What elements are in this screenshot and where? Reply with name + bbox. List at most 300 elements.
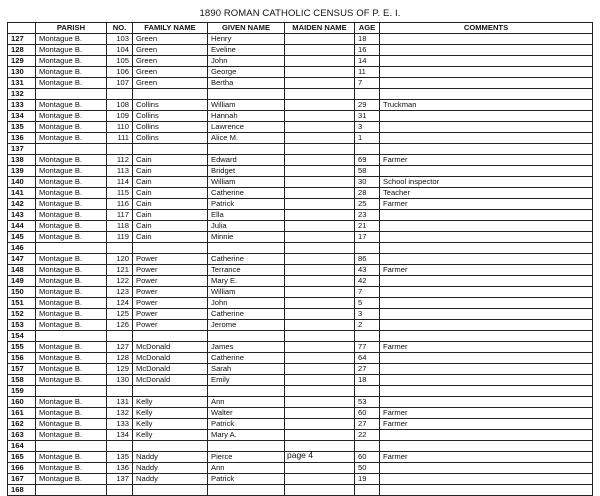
given-name-cell: Mary A. — [208, 430, 285, 441]
comments-cell — [380, 166, 593, 177]
row-number: 147 — [8, 254, 36, 265]
no-cell: 111 — [107, 133, 133, 144]
table-row — [8, 144, 593, 155]
parish-cell: Montague B. — [36, 474, 107, 485]
no-cell: 135 — [107, 452, 133, 463]
parish-cell: Montague B. — [36, 210, 107, 221]
parish-cell: Montague B. — [36, 155, 107, 166]
maiden-name-cell — [285, 210, 355, 221]
row-number: 135 — [8, 122, 36, 133]
parish-cell: Montague B. — [36, 430, 107, 441]
age-cell: 7 — [355, 78, 380, 89]
maiden-name-cell — [285, 155, 355, 166]
row-number: 142 — [8, 199, 36, 210]
given-name-cell: Eveline — [208, 45, 285, 56]
given-name-cell: Bertha — [208, 78, 285, 89]
row-number: 155 — [8, 342, 36, 353]
family-name-cell: Power — [133, 265, 208, 276]
header-comments: COMMENTS — [380, 23, 593, 34]
family-name-cell: McDonald — [133, 375, 208, 386]
family-name-cell: Power — [133, 276, 208, 287]
comments-cell — [380, 474, 593, 485]
age-cell: 1 — [355, 133, 380, 144]
age-cell: 77 — [355, 342, 380, 353]
parish-cell: Montague B. — [36, 254, 107, 265]
table-row — [8, 485, 593, 496]
row-number: 159 — [8, 386, 36, 397]
no-cell: 132 — [107, 408, 133, 419]
parish-cell — [36, 331, 107, 342]
family-name-cell: Power — [133, 320, 208, 331]
family-name-cell: Power — [133, 287, 208, 298]
no-cell: 119 — [107, 232, 133, 243]
no-cell: 128 — [107, 353, 133, 364]
family-name-cell: Cain — [133, 210, 208, 221]
parish-cell: Montague B. — [36, 419, 107, 430]
age-cell: 19 — [355, 474, 380, 485]
age-cell: 17 — [355, 232, 380, 243]
row-number: 161 — [8, 408, 36, 419]
parish-cell — [36, 386, 107, 397]
page-title: 1890 ROMAN CATHOLIC CENSUS OF P. E. I. — [199, 8, 401, 19]
given-name-cell — [208, 485, 285, 496]
maiden-name-cell — [285, 144, 355, 155]
parish-cell: Montague B. — [36, 320, 107, 331]
row-number: 136 — [8, 133, 36, 144]
no-cell — [107, 485, 133, 496]
parish-cell: Montague B. — [36, 364, 107, 375]
maiden-name-cell — [285, 265, 355, 276]
maiden-name-cell — [285, 276, 355, 287]
comments-cell — [380, 353, 593, 364]
age-cell — [355, 331, 380, 342]
row-number: 140 — [8, 177, 36, 188]
parish-cell: Montague B. — [36, 397, 107, 408]
family-name-cell: Collins — [133, 100, 208, 111]
no-cell: 127 — [107, 342, 133, 353]
age-cell: 69 — [355, 155, 380, 166]
given-name-cell: Ella — [208, 210, 285, 221]
no-cell: 118 — [107, 221, 133, 232]
given-name-cell: Patrick — [208, 474, 285, 485]
given-name-cell: Patrick — [208, 199, 285, 210]
row-number: 148 — [8, 265, 36, 276]
parish-cell: Montague B. — [36, 452, 107, 463]
given-name-cell: Walter — [208, 408, 285, 419]
table-row — [8, 474, 593, 485]
given-name-cell — [208, 144, 285, 155]
table-row — [8, 45, 593, 56]
given-name-cell — [208, 89, 285, 100]
age-cell: 60 — [355, 408, 380, 419]
parish-cell: Montague B. — [36, 265, 107, 276]
family-name-cell — [133, 485, 208, 496]
table-row — [8, 397, 593, 408]
no-cell: 110 — [107, 122, 133, 133]
row-number: 167 — [8, 474, 36, 485]
given-name-cell: James — [208, 342, 285, 353]
family-name-cell: Kelly — [133, 419, 208, 430]
maiden-name-cell — [285, 463, 355, 474]
no-cell: 109 — [107, 111, 133, 122]
row-number: 154 — [8, 331, 36, 342]
row-number: 150 — [8, 287, 36, 298]
parish-cell — [36, 485, 107, 496]
row-number: 149 — [8, 276, 36, 287]
age-cell: 23 — [355, 210, 380, 221]
family-name-cell: Collins — [133, 133, 208, 144]
maiden-name-cell — [285, 287, 355, 298]
comments-cell — [380, 45, 593, 56]
given-name-cell: William — [208, 100, 285, 111]
given-name-cell: John — [208, 298, 285, 309]
no-cell — [107, 144, 133, 155]
maiden-name-cell — [285, 56, 355, 67]
parish-cell: Montague B. — [36, 188, 107, 199]
parish-cell — [36, 243, 107, 254]
comments-cell: Farmer — [380, 155, 593, 166]
parish-cell: Montague B. — [36, 56, 107, 67]
given-name-cell: Jerome — [208, 320, 285, 331]
family-name-cell: Cain — [133, 188, 208, 199]
header-row-number — [8, 23, 36, 34]
given-name-cell: Emily — [208, 375, 285, 386]
maiden-name-cell — [285, 89, 355, 100]
given-name-cell: Bridget — [208, 166, 285, 177]
no-cell: 131 — [107, 397, 133, 408]
age-cell: 27 — [355, 419, 380, 430]
header-no: NO. — [107, 23, 133, 34]
maiden-name-cell — [285, 408, 355, 419]
comments-cell — [380, 287, 593, 298]
age-cell — [355, 386, 380, 397]
comments-cell — [380, 67, 593, 78]
no-cell: 107 — [107, 78, 133, 89]
row-number: 141 — [8, 188, 36, 199]
comments-cell — [380, 485, 593, 496]
row-number: 151 — [8, 298, 36, 309]
row-number: 144 — [8, 221, 36, 232]
maiden-name-cell — [285, 342, 355, 353]
given-name-cell: John — [208, 56, 285, 67]
family-name-cell: Power — [133, 254, 208, 265]
row-number: 128 — [8, 45, 36, 56]
maiden-name-cell — [285, 485, 355, 496]
header-age: AGE — [355, 23, 380, 34]
no-cell: 120 — [107, 254, 133, 265]
comments-cell — [380, 221, 593, 232]
parish-cell: Montague B. — [36, 122, 107, 133]
comments-cell — [380, 320, 593, 331]
maiden-name-cell — [285, 353, 355, 364]
parish-cell: Montague B. — [36, 353, 107, 364]
header-given-name: GIVEN NAME — [208, 23, 285, 34]
table-row — [8, 320, 593, 331]
table-row — [8, 375, 593, 386]
row-number: 157 — [8, 364, 36, 375]
parish-cell: Montague B. — [36, 78, 107, 89]
maiden-name-cell — [285, 364, 355, 375]
no-cell: 123 — [107, 287, 133, 298]
no-cell: 122 — [107, 276, 133, 287]
no-cell: 124 — [107, 298, 133, 309]
no-cell: 129 — [107, 364, 133, 375]
parish-cell: Montague B. — [36, 100, 107, 111]
family-name-cell: Cain — [133, 166, 208, 177]
given-name-cell: Ann — [208, 397, 285, 408]
age-cell: 30 — [355, 177, 380, 188]
comments-cell — [380, 210, 593, 221]
given-name-cell: Julia — [208, 221, 285, 232]
age-cell: 18 — [355, 34, 380, 45]
family-name-cell: Cain — [133, 221, 208, 232]
maiden-name-cell — [285, 122, 355, 133]
comments-cell — [380, 89, 593, 100]
maiden-name-cell — [285, 243, 355, 254]
age-cell: 29 — [355, 100, 380, 111]
family-name-cell: Power — [133, 298, 208, 309]
age-cell: 21 — [355, 221, 380, 232]
family-name-cell: Kelly — [133, 397, 208, 408]
row-number: 158 — [8, 375, 36, 386]
parish-cell: Montague B. — [36, 166, 107, 177]
age-cell — [355, 485, 380, 496]
table-row — [8, 78, 593, 89]
table-row — [8, 166, 593, 177]
comments-cell — [380, 397, 593, 408]
family-name-cell: McDonald — [133, 364, 208, 375]
header-maiden-name: MAIDEN NAME — [285, 23, 355, 34]
age-cell: 22 — [355, 430, 380, 441]
age-cell: 3 — [355, 309, 380, 320]
maiden-name-cell — [285, 474, 355, 485]
row-number: 130 — [8, 67, 36, 78]
parish-cell: Montague B. — [36, 232, 107, 243]
parish-cell: Montague B. — [36, 276, 107, 287]
comments-cell: Farmer — [380, 408, 593, 419]
family-name-cell: Power — [133, 309, 208, 320]
parish-cell: Montague B. — [36, 67, 107, 78]
no-cell: 126 — [107, 320, 133, 331]
parish-cell: Montague B. — [36, 133, 107, 144]
maiden-name-cell — [285, 298, 355, 309]
age-cell: 27 — [355, 364, 380, 375]
maiden-name-cell — [285, 199, 355, 210]
parish-cell: Montague B. — [36, 111, 107, 122]
comments-cell: Truckman — [380, 100, 593, 111]
age-cell: 3 — [355, 122, 380, 133]
row-number: 163 — [8, 430, 36, 441]
row-number: 153 — [8, 320, 36, 331]
row-number: 146 — [8, 243, 36, 254]
table-row — [8, 298, 593, 309]
comments-cell — [380, 309, 593, 320]
parish-cell: Montague B. — [36, 408, 107, 419]
parish-cell: Montague B. — [36, 45, 107, 56]
given-name-cell: George — [208, 67, 285, 78]
comments-cell: Farmer — [380, 265, 593, 276]
family-name-cell: Naddy — [133, 463, 208, 474]
age-cell — [355, 243, 380, 254]
maiden-name-cell — [285, 111, 355, 122]
family-name-cell — [133, 331, 208, 342]
comments-cell — [380, 111, 593, 122]
age-cell: 50 — [355, 463, 380, 474]
comments-cell — [380, 254, 593, 265]
row-number: 145 — [8, 232, 36, 243]
row-number: 129 — [8, 56, 36, 67]
maiden-name-cell — [285, 133, 355, 144]
age-cell: 18 — [355, 375, 380, 386]
maiden-name-cell — [285, 232, 355, 243]
age-cell: 28 — [355, 188, 380, 199]
comments-cell: Teacher — [380, 188, 593, 199]
given-name-cell: Catherine — [208, 353, 285, 364]
row-number: 134 — [8, 111, 36, 122]
row-number: 131 — [8, 78, 36, 89]
no-cell: 115 — [107, 188, 133, 199]
row-number: 137 — [8, 144, 36, 155]
maiden-name-cell — [285, 67, 355, 78]
row-number: 162 — [8, 419, 36, 430]
parish-cell: Montague B. — [36, 463, 107, 474]
header-parish: PARISH — [36, 23, 107, 34]
row-number: 133 — [8, 100, 36, 111]
family-name-cell: Green — [133, 56, 208, 67]
page-number: page 4 — [287, 450, 313, 460]
no-cell: 114 — [107, 177, 133, 188]
row-number: 164 — [8, 441, 36, 452]
family-name-cell: Green — [133, 45, 208, 56]
table-row — [8, 243, 593, 254]
comments-cell: School inspector — [380, 177, 593, 188]
table-row — [8, 177, 593, 188]
given-name-cell: Pierce — [208, 452, 285, 463]
comments-cell — [380, 298, 593, 309]
age-cell: 2 — [355, 320, 380, 331]
family-name-cell — [133, 89, 208, 100]
table-row — [8, 408, 593, 419]
age-cell: 60 — [355, 452, 380, 463]
family-name-cell: Green — [133, 67, 208, 78]
table-row — [8, 265, 593, 276]
parish-cell: Montague B. — [36, 309, 107, 320]
given-name-cell: Patrick — [208, 419, 285, 430]
header-row — [8, 23, 593, 34]
row-number: 165 — [8, 452, 36, 463]
row-number: 166 — [8, 463, 36, 474]
no-cell: 116 — [107, 199, 133, 210]
maiden-name-cell — [285, 331, 355, 342]
given-name-cell: Ann — [208, 463, 285, 474]
age-cell: 16 — [355, 45, 380, 56]
age-cell: 58 — [355, 166, 380, 177]
table-row — [8, 56, 593, 67]
given-name-cell: Minnie — [208, 232, 285, 243]
given-name-cell: William — [208, 287, 285, 298]
parish-cell — [36, 89, 107, 100]
family-name-cell: Cain — [133, 155, 208, 166]
given-name-cell: William — [208, 177, 285, 188]
given-name-cell: Edward — [208, 155, 285, 166]
no-cell — [107, 331, 133, 342]
no-cell: 117 — [107, 210, 133, 221]
maiden-name-cell — [285, 430, 355, 441]
family-name-cell: Kelly — [133, 408, 208, 419]
no-cell: 134 — [107, 430, 133, 441]
row-number: 143 — [8, 210, 36, 221]
age-cell — [355, 144, 380, 155]
header-family-name: FAMILY NAME — [133, 23, 208, 34]
age-cell: 42 — [355, 276, 380, 287]
table-row — [8, 386, 593, 397]
comments-cell — [380, 243, 593, 254]
given-name-cell: Catherine — [208, 254, 285, 265]
table-row — [8, 133, 593, 144]
maiden-name-cell — [285, 320, 355, 331]
comments-cell — [380, 463, 593, 474]
table-row — [8, 199, 593, 210]
no-cell: 103 — [107, 34, 133, 45]
given-name-cell: Terrance — [208, 265, 285, 276]
age-cell: 64 — [355, 353, 380, 364]
table-row — [8, 89, 593, 100]
table-row — [8, 34, 593, 45]
given-name-cell: Alice M. — [208, 133, 285, 144]
parish-cell: Montague B. — [36, 342, 107, 353]
comments-cell: Farmer — [380, 452, 593, 463]
row-number: 132 — [8, 89, 36, 100]
comments-cell — [380, 375, 593, 386]
family-name-cell — [133, 386, 208, 397]
no-cell: 130 — [107, 375, 133, 386]
parish-cell: Montague B. — [36, 221, 107, 232]
family-name-cell: Green — [133, 78, 208, 89]
parish-cell: Montague B. — [36, 199, 107, 210]
row-number: 139 — [8, 166, 36, 177]
no-cell: 125 — [107, 309, 133, 320]
row-number: 156 — [8, 353, 36, 364]
age-cell: 11 — [355, 67, 380, 78]
maiden-name-cell — [285, 34, 355, 45]
table-row — [8, 221, 593, 232]
census-table — [7, 22, 593, 496]
given-name-cell: Lawrence — [208, 122, 285, 133]
table-row — [8, 364, 593, 375]
table-row — [8, 342, 593, 353]
row-number: 138 — [8, 155, 36, 166]
given-name-cell — [208, 331, 285, 342]
comments-cell: Farmer — [380, 342, 593, 353]
parish-cell: Montague B. — [36, 298, 107, 309]
parish-cell: Montague B. — [36, 287, 107, 298]
no-cell: 108 — [107, 100, 133, 111]
age-cell: 14 — [355, 56, 380, 67]
parish-cell: Montague B. — [36, 34, 107, 45]
no-cell: 113 — [107, 166, 133, 177]
given-name-cell: Mary E. — [208, 276, 285, 287]
table-row — [8, 463, 593, 474]
parish-cell: Montague B. — [36, 375, 107, 386]
family-name-cell: Kelly — [133, 430, 208, 441]
maiden-name-cell — [285, 166, 355, 177]
no-cell: 104 — [107, 45, 133, 56]
maiden-name-cell — [285, 177, 355, 188]
no-cell: 121 — [107, 265, 133, 276]
table-row — [8, 155, 593, 166]
no-cell: 112 — [107, 155, 133, 166]
family-name-cell: Collins — [133, 122, 208, 133]
